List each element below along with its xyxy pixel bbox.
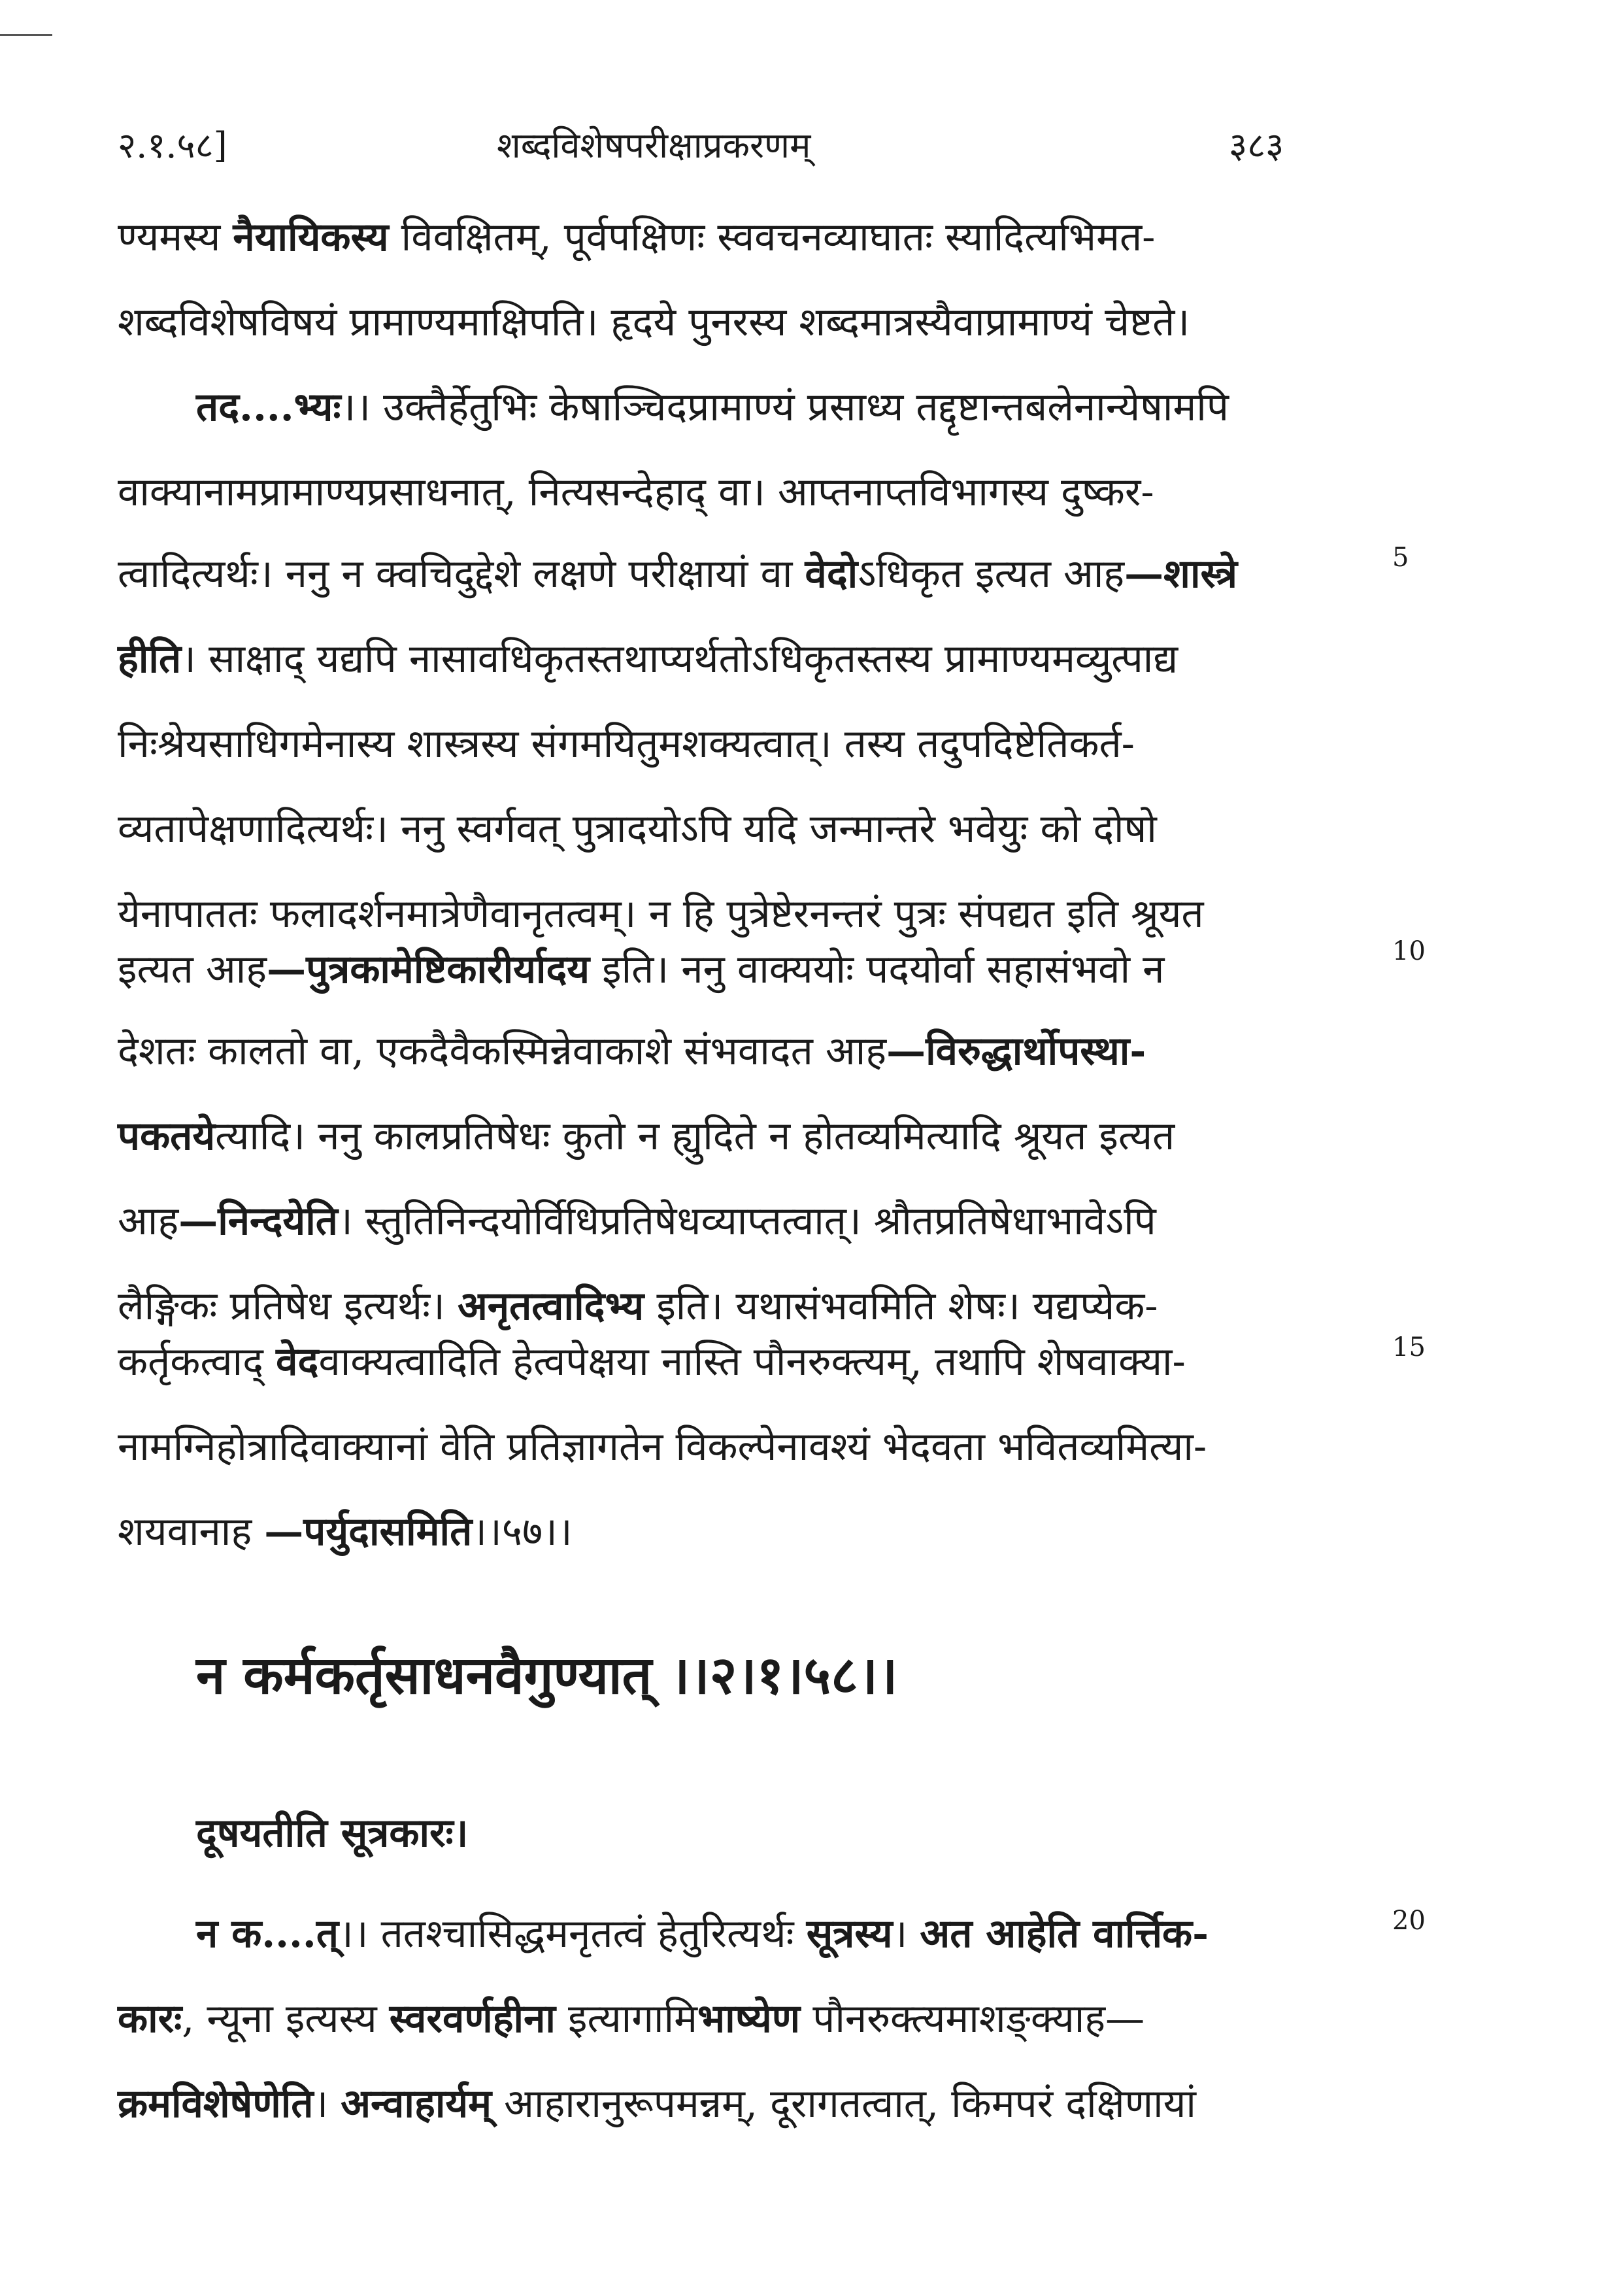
text-line [118,1278,1158,1334]
bold-term: तद....भ्यः [196,384,341,430]
bold-term: —विरुद्धार्थोपस्था- [886,1028,1146,1074]
text-run: देशतः कालतो वा, एकदैवैकस्मिन्नेवाकाशे संभवादत आह [118,1028,887,1074]
text-run: वाक्यत्वादिति हेत्वपेक्षया नास्ति पौनरुक्त्यम्, तथापि शेषवाक्या- [318,1339,1186,1385]
text-run: नामग्निहोत्रादिवाक्यानां वेति प्रतिज्ञागतेन विकल्पेनावश्यं भेदवता भवितव्यमित्या- [118,1424,1207,1470]
bold-term: भाष्येण [697,1996,801,2042]
bold-term: वेद [276,1339,319,1385]
bold-term: स्वरवर्णहीना [389,1996,556,2042]
text-run: लैङ्गिकः प्रतिषेध इत्यर्थः। [118,1283,458,1329]
bold-term: अनृतत्वादिभ्य [457,1283,644,1329]
text-line [118,801,1157,857]
bold-term: —शास्त्रे [1124,551,1237,597]
text-run: । स्तुतिनिन्दयोर्विधिप्रतिषेधव्याप्तत्वात्। श्रौतप्रतिषेधाभावेऽपि [337,1198,1156,1244]
bold-term: —निन्दयेति [178,1198,338,1244]
text-run: इत्यागामि [555,1996,697,2042]
text-run: त्वादित्यर्थः। ननु न क्वचिदुद्देशे लक्षणे परीक्षायां वा [118,551,805,597]
text-run: । साक्षाद् यद्यपि नासावधिकृतस्तथाप्यर्थतोऽधिकृतस्तस्य प्रामाण्यमव्युत्पाद्य [181,636,1178,682]
text-run: विवक्षितम्, पूर्वपक्षिणः स्ववचनव्याघातः स्यादित्यभिमत- [388,214,1156,260]
text-run: ण्यमस्य [118,214,233,260]
text-run: ।। उक्तैर्हेतुभिः केषाञ्चिदप्रामाण्यं प्रसाध्य तद्दृष्टान्तबलेनान्येषामपि [341,384,1229,430]
bold-term: क्रमविशेषेणेति [118,2081,314,2127]
sutra-subheading: दूषयतीति सूत्रकारः। [196,1810,469,1856]
text-line [118,464,1154,520]
text-line [118,886,1204,942]
text-run: निःश्रेयसाधिगमेनास्य शास्त्रस्य संगमयितुमशक्यत्वात्। तस्य तदुपदिष्टेतिकर्त- [118,721,1135,767]
text-line [118,294,1190,350]
text-line [118,1504,573,1560]
text-line [118,1193,1156,1249]
bold-term: —पर्युदासमिति [264,1509,473,1555]
bold-term: अन्वाहार्यम् [341,2081,492,2127]
text-line [118,941,1164,998]
text-run: ।।५७।। [472,1509,573,1555]
bold-term: अत आहेति वार्त्तिक- [920,1911,1209,1957]
line-number: 20 [1392,1906,1426,1936]
text-run: शब्दविशेषविषयं प्रामाण्यमाक्षिपति। हृदये पुनरस्य शब्दमात्रस्यैवाप्रामाण्यं चेष्टते। [118,299,1190,345]
text-line [118,2076,1196,2132]
text-run: वाक्यानामप्रामाण्यप्रसाधनात्, नित्यसन्देहाद् वा। आप्तनाप्तविभागस्य दुष्कर- [118,469,1154,515]
text-line [118,1108,1175,1164]
line-number: 15 [1392,1332,1426,1362]
bold-term: हीति [118,636,182,682]
bold-term: सूत्रस्य [806,1911,893,1957]
text-run: इति। यथासंभवमिति शेषः। यद्यप्येक- [644,1283,1158,1329]
header-page-number: ३८३ [1229,125,1284,166]
text-line [118,1991,1145,2047]
text-run: । [313,2081,341,2127]
sutra-heading: न कर्मकर्तृसाधनवैगुण्यात् ।।२।१।५८।। [196,1644,898,1706]
text-run: इत्यत आह [118,947,267,992]
text-line [118,716,1135,772]
text-line [118,209,1155,265]
text-run: ।। ततश्चासिद्धमनृतत्वं हेतुरित्यर्थः [339,1911,807,1957]
bold-term: कारः [118,1996,182,2042]
text-run: , न्यूना इत्यस्य [182,1996,390,2042]
text-run: ऽधिकृत इत्यत आह [858,551,1125,597]
bold-term: —पुत्रकामेष्टिकारीर्यादय [267,947,590,992]
header-title: शब्दविशेषपरीक्षाप्रकरणम् [497,125,811,166]
text-line [118,1023,1146,1079]
text-run: त्यादि। ननु कालप्रतिषेधः कुतो न ह्युदिते न होतव्यमित्यादि श्रूयत इत्यत [215,1113,1175,1159]
bold-term: पकतये [118,1113,216,1159]
bold-term: नैयायिकस्य [233,214,389,260]
text-run: पौनरुक्त्यमाशङ्क्याह— [800,1996,1145,2042]
text-run: आहारानुरूपमन्नम्, दूरागतत्वात्, किमपरं दक्षिणायां [492,2081,1196,2127]
text-run: शयवानाह [118,1509,265,1555]
bold-term: वेदो [805,551,858,597]
text-line [196,1906,1209,1962]
line-number: 10 [1392,936,1426,966]
text-run: आह [118,1198,179,1244]
text-run: येनापाततः फलादर्शनमात्रेणैवानृतत्वम्। न हि पुत्रेष्टेरनन्तरं पुत्रः संपद्यत इति श्रूयत [118,891,1204,937]
scan-edge-mark [0,34,52,36]
line-number: 5 [1392,543,1409,573]
bold-term: न क....त् [196,1911,339,1957]
text-run: व्यतापेक्षणादित्यर्थः। ननु स्वर्गवत् पुत्रादयोऽपि यदि जन्मान्तरे भवेयुः को दोषो [118,806,1157,852]
text-line [118,1334,1186,1390]
text-line [118,631,1178,687]
header-section-ref: २.१.५८] [118,125,227,166]
text-run: इति। ननु वाक्ययोः पदयोर्वा सहासंभवो न [590,947,1165,992]
text-run: कर्तृकत्वाद् [118,1339,276,1385]
text-line [118,1419,1207,1475]
text-line [118,546,1237,602]
text-run: । [892,1911,920,1957]
text-line [196,379,1229,435]
